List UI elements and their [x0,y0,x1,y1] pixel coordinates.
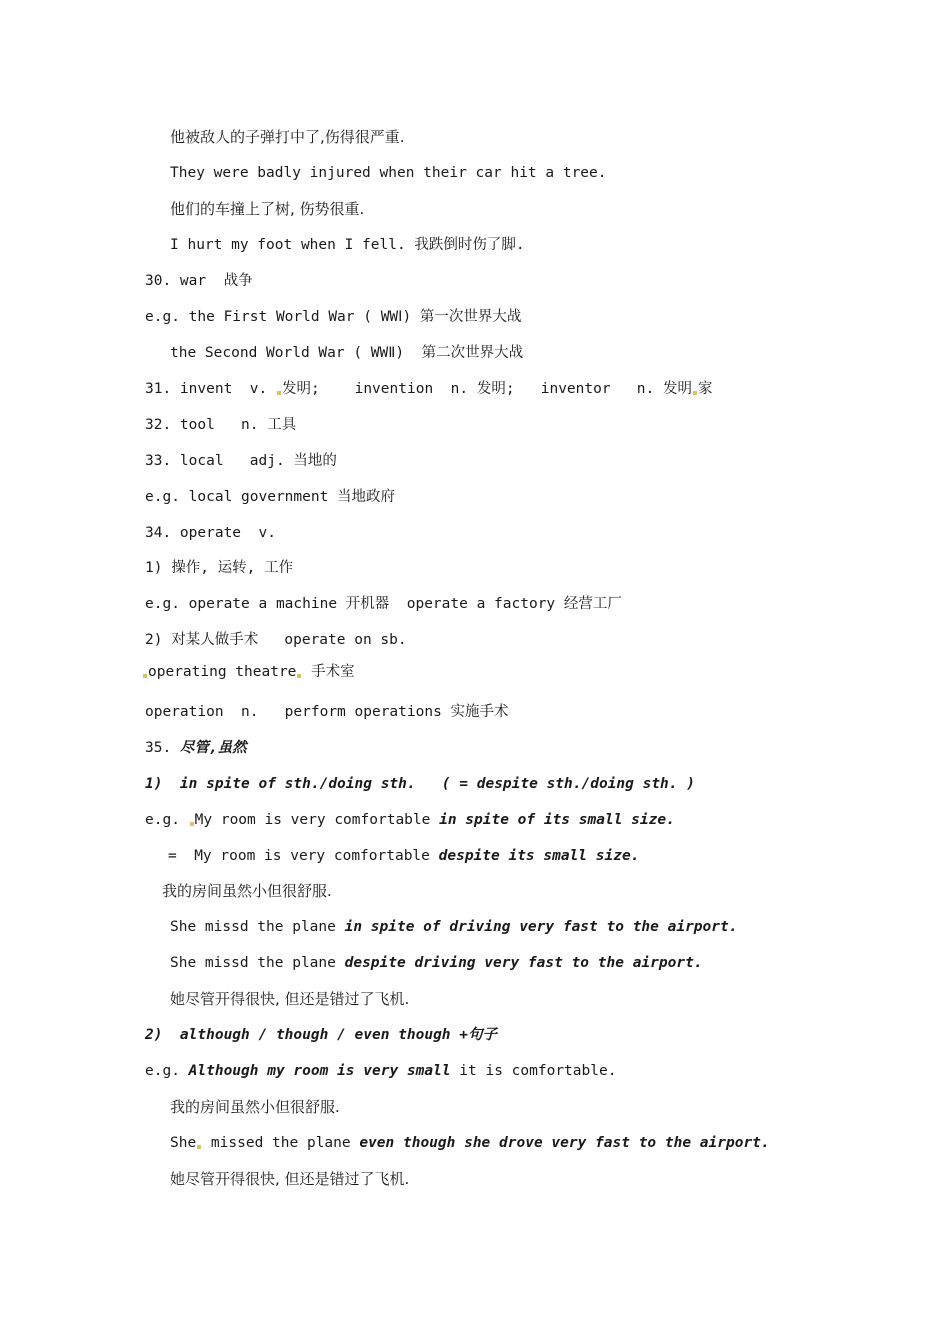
example-sentence [170,1133,770,1153]
example-emphasis: despite its small size. [438,848,640,864]
vocab-entry-33: 33. local adj. 当地的 [145,453,337,469]
example-emphasis: in spite of its small size. [439,812,675,828]
phrase-line [142,662,355,682]
example-plain: She missd the plane [170,955,345,971]
usage-2: 2) although / though / even though +句子 [145,1027,498,1043]
sense-2: 2) 对某人做手术 operate on sb. [145,632,407,648]
example-plain: missed the plane [202,1135,360,1151]
vocab-entry-30: 30. war 战争 [145,273,253,289]
example-plain: My room is very comfortable [194,812,440,828]
example-plain: She missd the plane [170,919,345,935]
phrase-text: operating theatre [148,664,297,680]
example-sentence: e.g. local government 当地政府 [145,489,396,505]
edit-mark [277,391,281,395]
chinese-sentence: 他被敌人的子弹打中了,伤得很严重. [170,128,405,146]
edit-mark [143,674,147,678]
eg-label: e.g. [145,1063,189,1079]
entry-heading: 尽管,虽然 [179,740,247,756]
vocab-entry-34: 34. operate v. [145,525,276,541]
edit-mark [197,1145,201,1149]
eg-label: e.g. [145,812,189,828]
chinese-sentence: 她尽管开得很快, 但还是错过了飞机. [170,1170,410,1188]
example-emphasis: in spite of driving very fast to the airport. [344,919,738,935]
example-plain: = My room is very comfortable [168,848,439,864]
example-emphasis: even though she drove very fast to the airport. [359,1135,770,1151]
example-sentence: e.g. operate a machine 开机器 operate a factory 经营工厂 [145,596,622,612]
vocab-entry-35 [145,738,247,758]
entry-number: 35. [145,740,180,756]
chinese-sentence: 我的房间虽然小但很舒服. [162,882,332,900]
example-sentence: e.g. the First World War ( WWⅠ) 第一次世界大战 [145,309,522,325]
example-sentence: They were badly injured when their car hit a tree. [170,165,607,181]
sense-1: 1) 操作, 运转, 工作 [145,560,294,576]
vocab-entry-31 [145,379,712,399]
chinese-sentence: 他们的车撞上了树, 伤势很重. [170,200,365,218]
example-emphasis: Although my room is very small [188,1063,451,1079]
chinese-sentence: 我的房间虽然小但很舒服. [170,1098,340,1116]
entry-text: 发明; invention n. 发明; inventor n. 发明 [281,381,692,397]
example-sentence: I hurt my foot when I fell. 我跌倒时伤了脚. [170,237,525,253]
example-sentence [145,1061,616,1081]
example-sentence: the Second World War ( WWⅡ) 第二次世界大战 [170,345,524,361]
example-sentence [145,810,675,830]
chinese-sentence: 她尽管开得很快, 但还是错过了飞机. [170,990,410,1008]
usage-1: 1) in spite of sth./doing sth. ( = despite sth./doing sth. ) [145,776,695,792]
example-sentence [170,953,703,973]
example-sentence [168,846,639,866]
example-emphasis: despite driving very fast to the airport. [344,955,703,971]
example-plain: She [170,1135,197,1151]
example-sentence [170,917,737,937]
entry-text: 家 [697,381,713,397]
edit-mark [693,391,697,395]
phrase-line: operation n. perform operations 实施手术 [145,704,509,720]
phrase-text: 手术室 [302,664,355,680]
edit-mark [297,674,301,678]
example-plain: it is comfortable. [450,1063,617,1079]
vocab-entry-32: 32. tool n. 工具 [145,417,297,433]
entry-text: 31. invent v. [145,381,276,397]
edit-mark [190,822,194,826]
